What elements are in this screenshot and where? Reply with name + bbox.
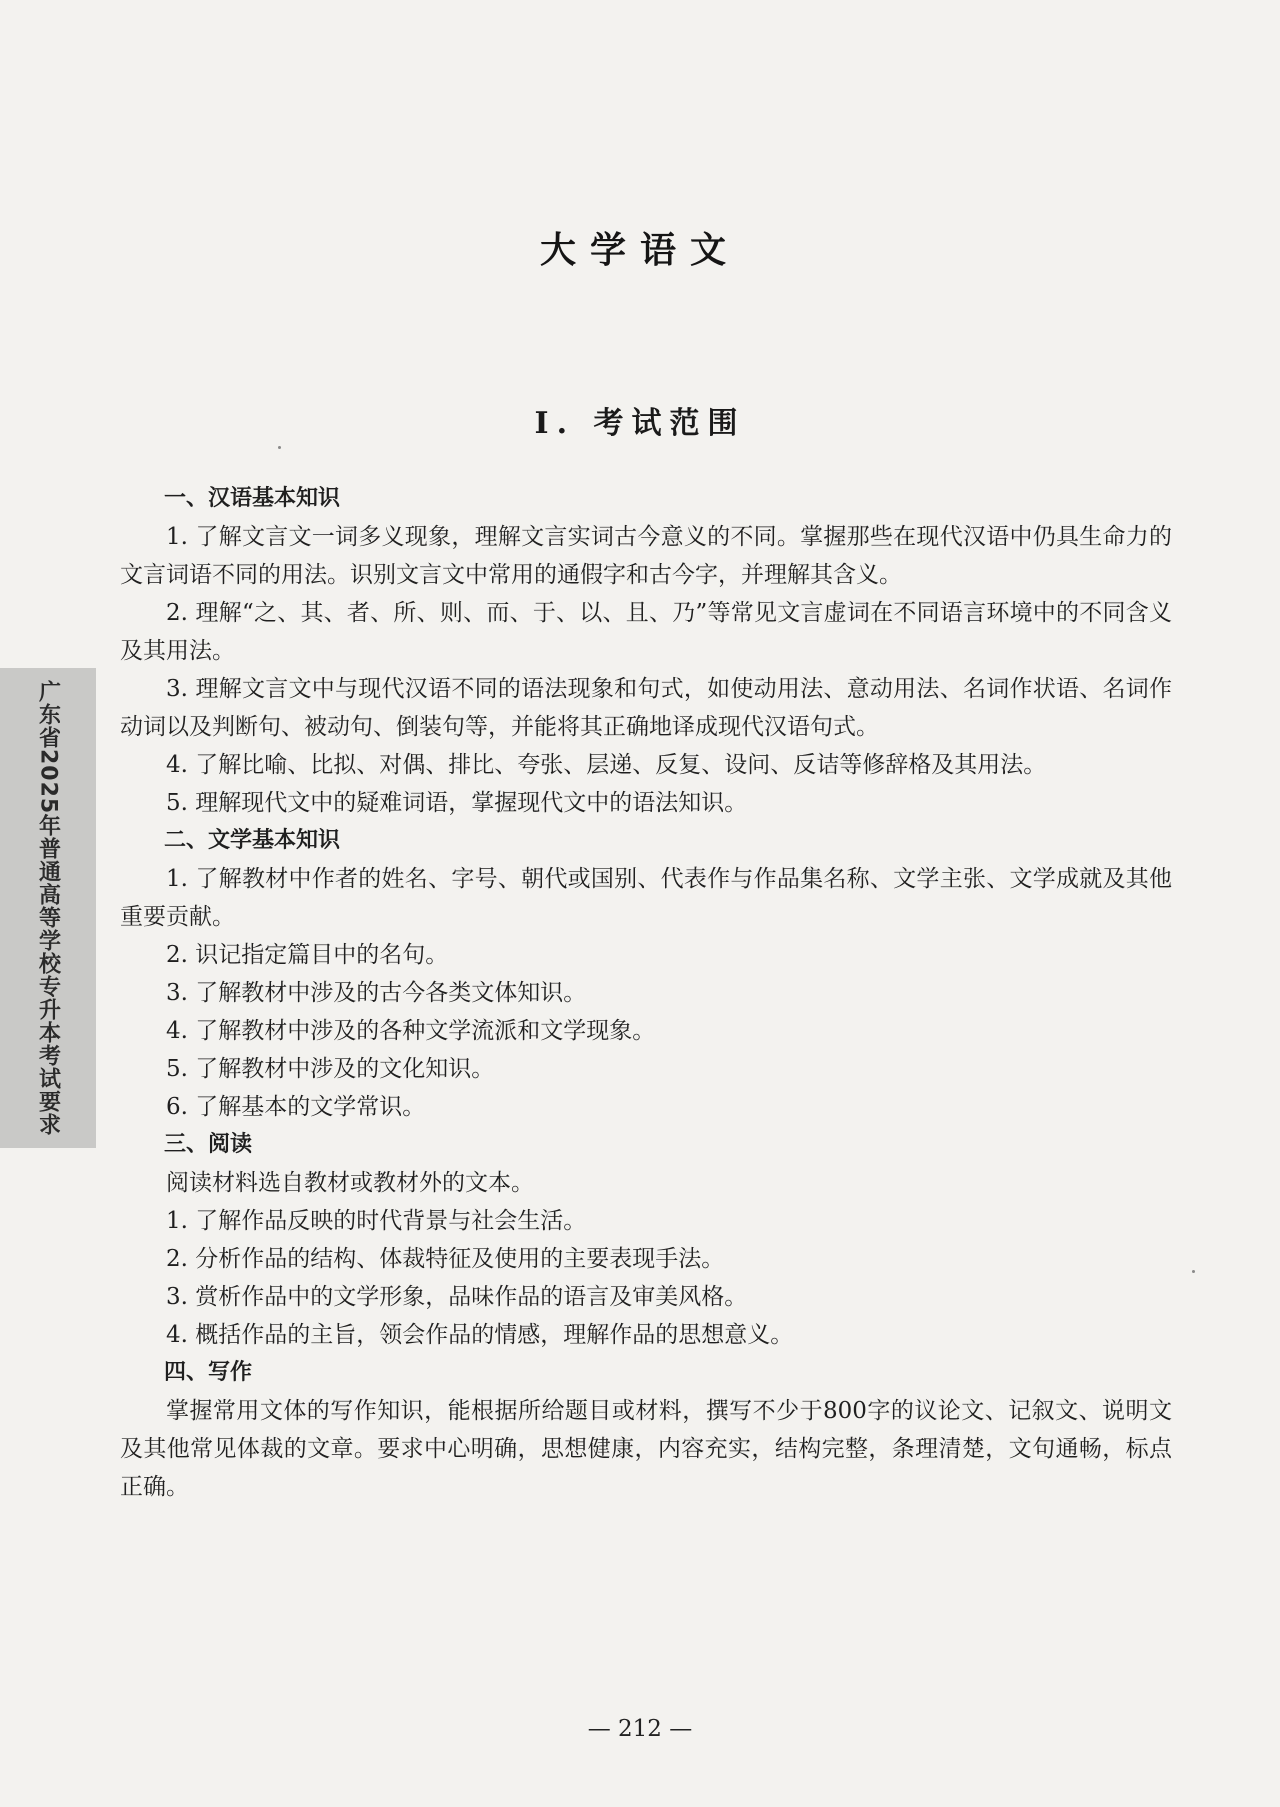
paragraph: 2. 理解“之、其、者、所、则、而、于、以、且、乃”等常见文言虚词在不同语言环境中的不同含义及其用法。 [120, 600, 1172, 664]
paragraph: 2. 分析作品的结构、体裁特征及使用的主要表现手法。 [166, 1246, 725, 1272]
paragraph: 5. 理解现代文中的疑难词语，掌握现代文中的语法知识。 [166, 790, 748, 816]
section-heading: Ⅰ. 考试范围 [534, 406, 746, 441]
paragraph: 3. 赏析作品中的文学形象，品味作品的语言及审美风格。 [166, 1284, 748, 1310]
scan-speck [1192, 1270, 1195, 1273]
paragraph: 掌握常用文体的写作知识，能根据所给题目或材料，撰写不少于800字的议论文、记叙文、说明文及其他常见体裁的文章。要求中心明确，思想健康，内容充实，结构完整，条理清楚，文句通畅，标点正确。 [120, 1398, 1172, 1500]
paragraph: 2. 识记指定篇目中的名句。 [166, 942, 449, 968]
side-tab-label: 广东省2025年普通高等学校专升本考试要求 [35, 679, 61, 1137]
paragraph: 4. 了解教材中涉及的各种文学流派和文学现象。 [166, 1018, 656, 1044]
subsection-heading: 二、文学基本知识 [164, 828, 341, 853]
paragraph: 阅读材料选自教材或教材外的文本。 [166, 1170, 534, 1196]
paragraph: 5. 了解教材中涉及的文化知识。 [166, 1056, 495, 1082]
paragraph: 4. 概括作品的主旨，领会作品的情感，理解作品的思想意义。 [166, 1322, 794, 1348]
paragraph: 1. 了解教材中作者的姓名、字号、朝代或国别、代表作与作品集名称、文学主张、文学成就及其他重要贡献。 [120, 866, 1172, 930]
document-body [120, 480, 1172, 1506]
paragraph: 4. 了解比喻、比拟、对偶、排比、夸张、层递、反复、设问、反诘等修辞格及其用法。 [166, 752, 1047, 778]
subsection-heading: 四、写作 [164, 1360, 253, 1385]
side-tab [0, 668, 96, 1148]
subsection-heading: 三、阅读 [164, 1132, 253, 1157]
page-number: — 212 — [587, 1716, 693, 1742]
paragraph: 1. 了解作品反映的时代背景与社会生活。 [166, 1208, 587, 1234]
paragraph: 6. 了解基本的文学常识。 [166, 1094, 426, 1120]
page-title: 大学语文 [539, 229, 740, 271]
paragraph: 3. 理解文言文中与现代汉语不同的语法现象和句式，如使动用法、意动用法、名词作状语、名词作动词以及判断句、被动句、倒装句等，并能将其正确地译成现代汉语句式。 [120, 676, 1172, 740]
scan-speck [278, 446, 281, 449]
paragraph: 1. 了解文言文一词多义现象，理解文言实词古今意义的不同。掌握那些在现代汉语中仍具生命力的文言词语不同的用法。识别文言文中常用的通假字和古今字，并理解其含义。 [120, 524, 1172, 588]
paragraph: 3. 了解教材中涉及的古今各类文体知识。 [166, 980, 587, 1006]
subsection-heading: 一、汉语基本知识 [164, 486, 341, 511]
